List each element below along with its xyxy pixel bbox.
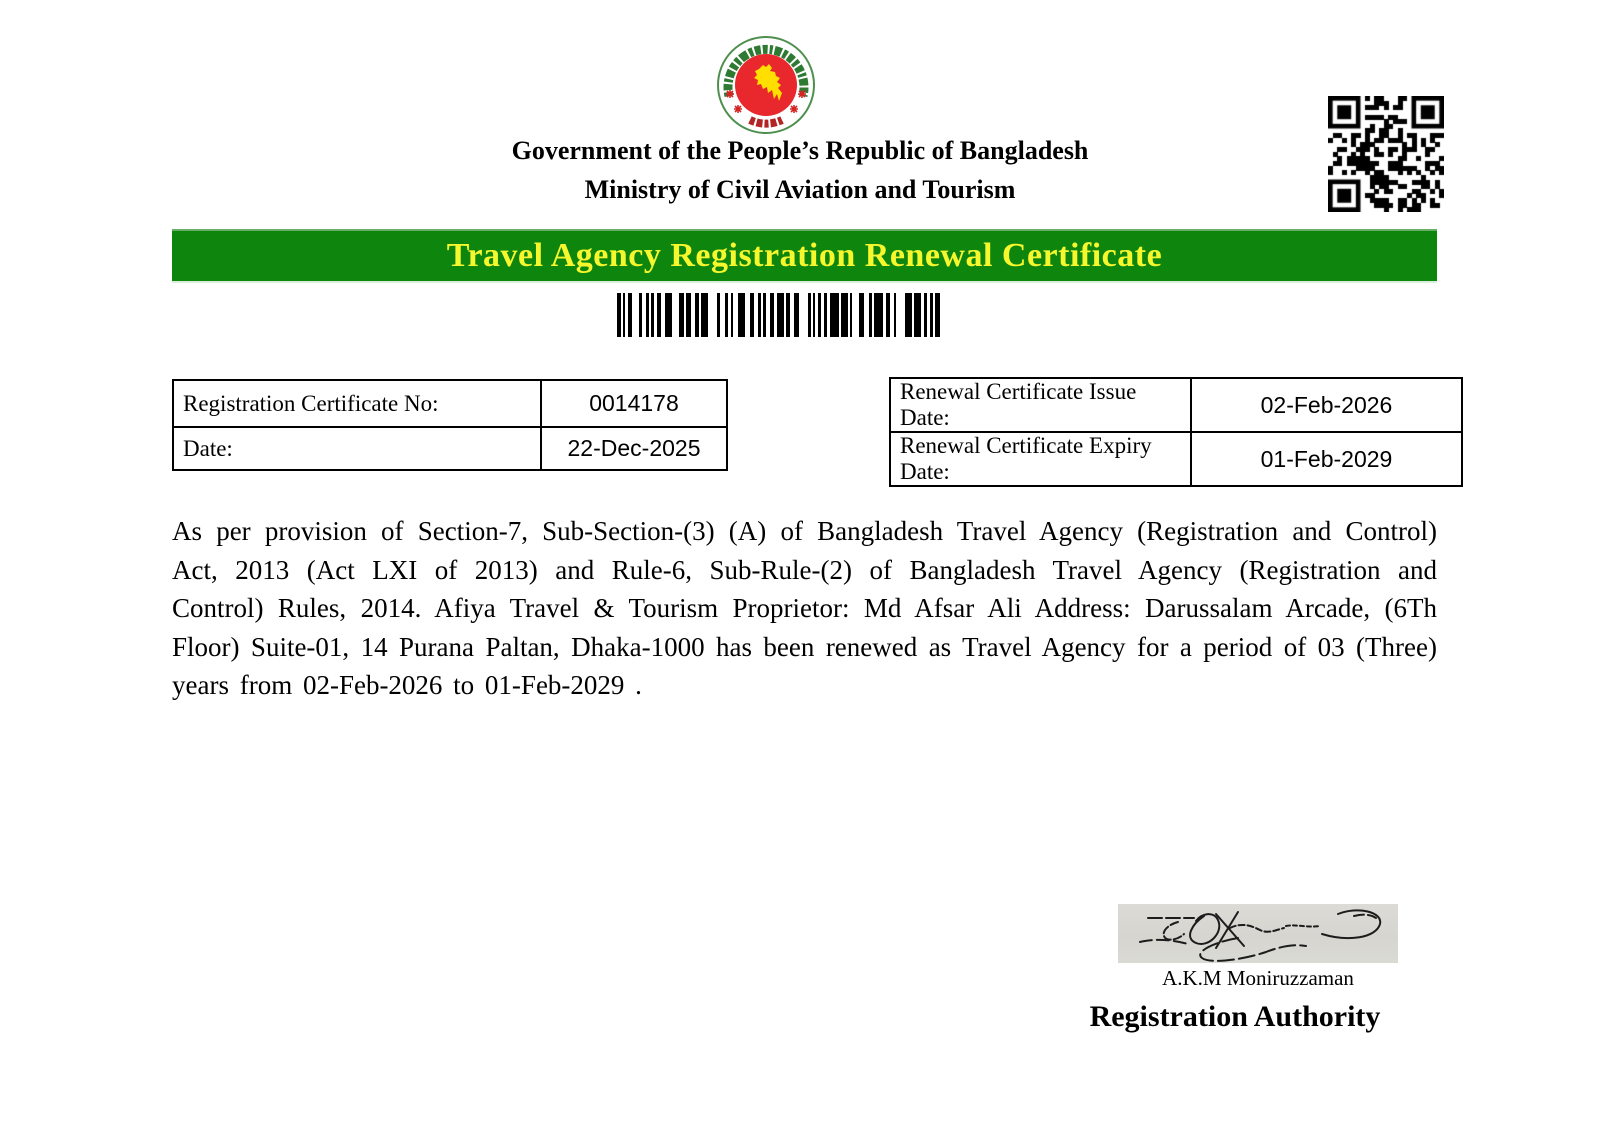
renewal-issue-date-label: Renewal Certificate Issue Date: (890, 378, 1191, 432)
table-row (890, 432, 1462, 486)
registration-certificate-no-value: 0014178 (541, 380, 727, 427)
barcode (617, 293, 941, 337)
certificate-title: Travel Agency Registration Renewal Certificate (446, 237, 1163, 274)
date-value: 22-Dec-2025 (541, 427, 727, 470)
table-row (890, 378, 1462, 432)
registration-certificate-no-label: Registration Certificate No: (173, 380, 541, 427)
renewal-expiry-date-label: Renewal Certificate Expiry Date: (890, 432, 1191, 486)
table-row (173, 380, 727, 427)
ministry-title: Ministry of Civil Aviation and Tourism (584, 175, 1016, 204)
emblem-graphic (716, 33, 816, 135)
signatory-name: A.K.M Moniruzzaman (1162, 966, 1354, 990)
renewal-info-table (889, 377, 1463, 487)
certificate-title-banner (172, 229, 1437, 283)
registration-info-table (172, 379, 728, 471)
government-title: Government of the People’s Republic of Bangladesh (511, 136, 1089, 165)
renewal-expiry-date-value: 01-Feb-2029 (1191, 432, 1462, 486)
renewal-issue-date-value: 02-Feb-2026 (1191, 378, 1462, 432)
date-label: Date: (173, 427, 541, 470)
signature-graphic (1118, 904, 1398, 963)
signature-image (1118, 904, 1398, 963)
certificate-body-paragraph: As per provision of Section-7, Sub-Section-(3) (A) of Bangladesh Travel Agency (Registration and Control) Act, 2013 (Act LXI of 2013) and Rule-6, Sub-Rule-(2) of Bangladesh Travel Agency (Registration and Control) Rules, 2014. Afiya Travel & Tourism Proprietor: Md Afsar Ali Address: Darussalam Arcade, (6Th Floor) Suite-01, 14 Purana Paltan, Dhaka-1000 has been renewed as Travel Agency for a period of 03 (Three) years from 02-Feb-2026 to 01-Feb-2029 . (172, 516, 1437, 700)
table-row (173, 427, 727, 470)
bangladesh-government-emblem-icon (716, 33, 816, 135)
registration-authority-title: Registration Authority (1089, 1000, 1381, 1033)
